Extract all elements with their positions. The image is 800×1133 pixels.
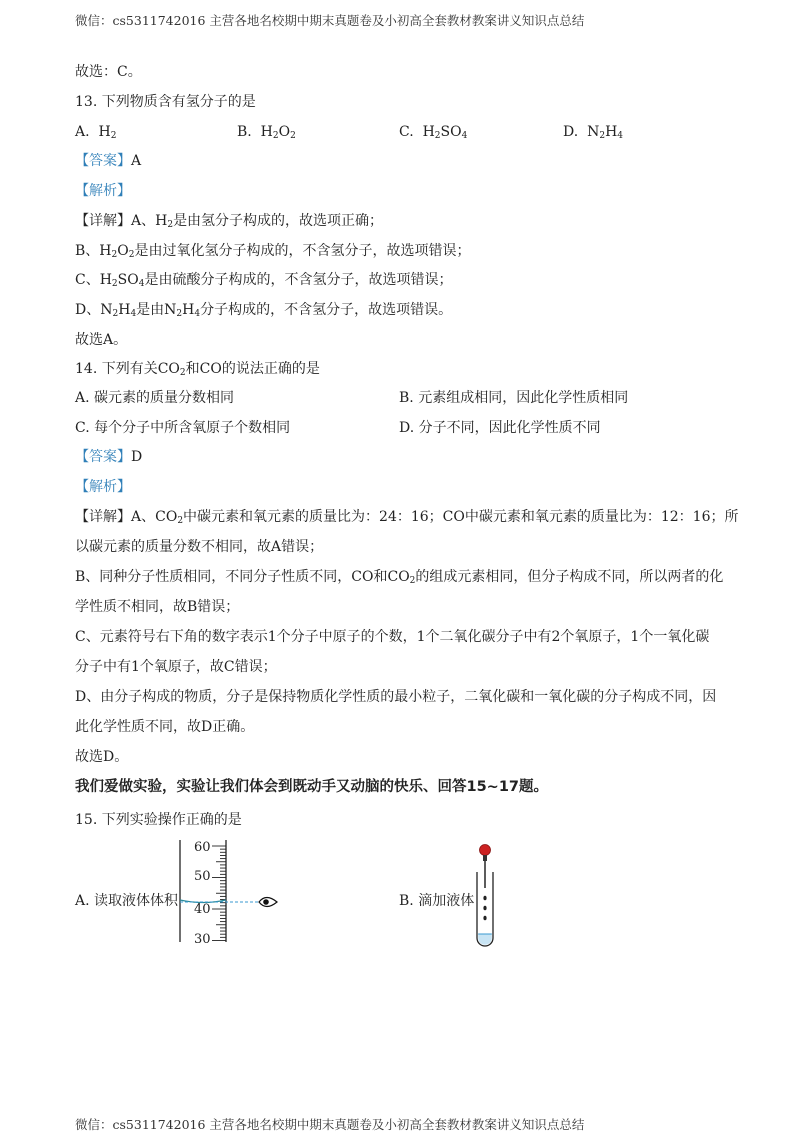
q14-option-c[interactable]: C. 每个分子中所含氧原子个数相同 [75, 420, 291, 436]
q14-detail-line-2: 以碳元素的质量分数不相同，故A错误； [75, 539, 324, 555]
cylinder-tick-label-60: 60 [194, 840, 211, 855]
q13-detail-line-4: D、$N_2H_4$是由$N_2H_4$分子构成的，不含氢分子，故选项错误。 [75, 302, 453, 319]
q14-option-d[interactable]: D. 分子不同，因此化学性质不同 [399, 420, 601, 436]
q15-option-a[interactable]: A. 读取液体体积 [75, 893, 179, 909]
q13-option-c[interactable]: C. $H_2SO_4$ [399, 124, 468, 141]
dropper-test-tube-figure [470, 840, 500, 950]
q14-option-b[interactable]: B. 元素组成相同，因此化学性质相同 [399, 390, 629, 406]
q14-answer: 【答案】D [75, 449, 143, 465]
graduated-cylinder-figure [170, 836, 288, 946]
previous-choice: 故选：C。 [75, 64, 142, 80]
q13-option-d[interactable]: D. $N_2H_4$ [563, 124, 624, 141]
q14-detail-line-3: B、同种分子性质相同，不同分子性质不同，CO和$CO_2$的组成元素相同，但分子构成不同，所以两者的化 [75, 569, 724, 586]
q15-option-b[interactable]: B. 滴加液体 [399, 893, 475, 909]
q14-detail-line-6: 分子中有1个氧原子，故C错误； [75, 659, 277, 675]
cylinder-tick-label-40: 40 [194, 902, 211, 917]
q13-choice: 故选A。 [75, 332, 128, 348]
q13-answer: 【答案】A [75, 153, 142, 169]
q13-detail-line-2: B、$H_2O_2$是由过氧化氢分子构成的，不含氢分子，故选项错误； [75, 243, 471, 260]
q13-option-b[interactable]: B. $H_2O_2$ [237, 124, 296, 141]
q13-option-a[interactable]: A. $H_2$ [75, 124, 117, 141]
q13-detail-line-3: C、$H_2SO_4$是由硫酸分子构成的，不含氢分子，故选项错误； [75, 272, 453, 289]
q14-detail-line-5: C、元素符号右下角的数字表示1个分子中原子的个数，1个二氧化碳分子中有2个氧原子，1个一氧化碳 [75, 629, 710, 645]
q14-detail-line-4: 学性质不相同，故B错误； [75, 599, 240, 615]
q14-detail-line-7: D、由分子构成的物质，分子是保持物质化学性质的最小粒子，二氧化碳和一氧化碳的分子构成不同，因 [75, 689, 717, 705]
page-header: 微信：cs5311742016 主营各地名校期中期末真题卷及小初高全套教材教案讲义知识点总结 [75, 13, 585, 28]
page-footer: 微信：cs5311742016 主营各地名校期中期末真题卷及小初高全套教材教案讲义知识点总结 [75, 1117, 585, 1132]
q13-detail-line-1: 【详解】A、$H_2$是由氢分子构成的，故选项正确； [75, 213, 384, 230]
q15-stem: 15. 下列实验操作正确的是 [75, 812, 242, 828]
q14-analysis-label: 【解析】 [75, 479, 131, 495]
section-heading: 我们爱做实验，实验让我们体会到既动手又动脑的快乐、回答15~17题。 [75, 779, 549, 795]
q14-detail-line-1: 【详解】A、$CO_2$中碳元素和氧元素的质量比为：24：16；CO中碳元素和氧元素的质量比为：12：16；所 [75, 509, 739, 526]
cylinder-tick-label-50: 50 [194, 869, 211, 884]
q13-stem: 13. 下列物质含有氢分子的是 [75, 94, 256, 110]
eye-icon [259, 898, 277, 907]
q14-option-a[interactable]: A. 碳元素的质量分数相同 [75, 390, 235, 406]
q14-choice: 故选D。 [75, 749, 129, 765]
cylinder-tick-label-30: 30 [194, 932, 211, 946]
q14-detail-line-8: 此化学性质不同，故D正确。 [75, 719, 255, 735]
q13-analysis-label: 【解析】 [75, 183, 131, 199]
q14-stem: 14. 下列有关$CO_2$和CO的说法正确的是 [75, 361, 320, 378]
